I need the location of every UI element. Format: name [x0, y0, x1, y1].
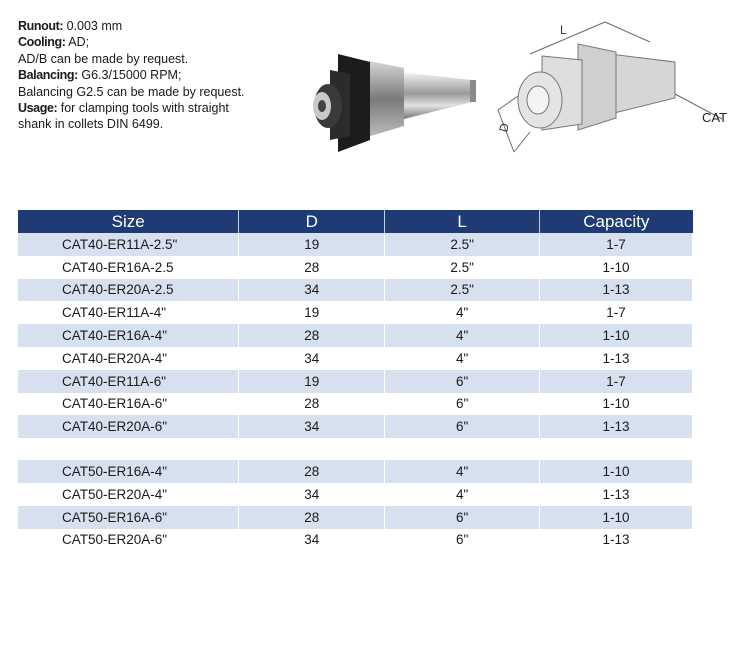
size-cell: CAT40-ER20A-2.5	[18, 279, 239, 302]
l-cell: 2.5"	[385, 279, 540, 302]
spec-line: shank in collets DIN 6499.	[18, 117, 164, 132]
header-l: L	[385, 210, 540, 233]
size-cell: CAT40-ER11A-2.5"	[18, 233, 239, 256]
capacity-cell: 1-7	[540, 301, 693, 324]
tool-holder-drawing	[490, 14, 745, 164]
table-row	[18, 256, 693, 279]
d-cell: 19	[239, 233, 385, 256]
l-cell: 4"	[385, 347, 540, 370]
capacity-cell: 1-13	[540, 529, 693, 552]
table-row	[18, 324, 693, 347]
size-cell: CAT40-ER11A-6"	[18, 370, 239, 393]
table-row	[18, 279, 693, 302]
spec-line: Cooling: AD;	[18, 35, 90, 50]
spec-line: Balancing: G6.3/15000 RPM;	[18, 68, 182, 83]
table-row	[18, 301, 693, 324]
capacity-cell: 1-10	[540, 506, 693, 529]
size-cell: CAT40-ER16A-4"	[18, 324, 239, 347]
spec-line: Usage: for clamping tools with straight	[18, 101, 229, 116]
size-cell: CAT40-ER16A-2.5	[18, 256, 239, 279]
tool-holder-photo	[300, 40, 480, 170]
table-row	[18, 529, 693, 552]
table-row	[18, 347, 693, 370]
spec-line: AD/B can be made by request.	[18, 51, 189, 66]
capacity-cell: 1-10	[540, 393, 693, 416]
size-cell: CAT50-ER16A-6"	[18, 506, 239, 529]
spec-line: Balancing G2.5 can be made by request.	[18, 84, 245, 99]
d-cell: 28	[239, 393, 385, 416]
d-cell: 34	[239, 347, 385, 370]
capacity-cell: 1-13	[540, 415, 693, 438]
spec-table	[18, 210, 693, 551]
d-cell: 34	[239, 415, 385, 438]
d-cell: 28	[239, 506, 385, 529]
l-cell: 2.5"	[385, 256, 540, 279]
table-row	[18, 393, 693, 416]
table-row	[18, 233, 693, 256]
l-cell: 4"	[385, 460, 540, 483]
capacity-cell: 1-7	[540, 233, 693, 256]
capacity-cell: 1-10	[540, 256, 693, 279]
table-row	[18, 370, 693, 393]
capacity-cell: 1-10	[540, 324, 693, 347]
d-cell: 28	[239, 324, 385, 347]
table-header-row	[18, 210, 693, 233]
table-row	[18, 415, 693, 438]
l-cell: 6"	[385, 506, 540, 529]
capacity-cell: 1-10	[540, 460, 693, 483]
size-cell: CAT40-ER11A-4"	[18, 301, 239, 324]
header-d: D	[239, 210, 385, 233]
l-cell: 6"	[385, 393, 540, 416]
l-cell: 6"	[385, 415, 540, 438]
d-cell: 28	[239, 256, 385, 279]
d-cell: 19	[239, 301, 385, 324]
size-cell: CAT50-ER20A-4"	[18, 483, 239, 506]
size-cell: CAT40-ER20A-6"	[18, 415, 239, 438]
capacity-cell: 1-7	[540, 370, 693, 393]
header-capacity: Capacity	[540, 210, 693, 233]
d-cell: 34	[239, 529, 385, 552]
capacity-cell: 1-13	[540, 483, 693, 506]
d-cell: 34	[239, 483, 385, 506]
drawing-label-l: L	[560, 23, 567, 37]
size-cell: CAT40-ER16A-6"	[18, 393, 239, 416]
table-body	[18, 233, 693, 551]
capacity-cell: 1-13	[540, 279, 693, 302]
capacity-cell: 1-13	[540, 347, 693, 370]
l-cell: 4"	[385, 483, 540, 506]
drawing-label-d: D	[496, 121, 512, 134]
d-cell: 28	[239, 460, 385, 483]
d-cell: 34	[239, 279, 385, 302]
spec-line: Runout: 0.003 mm	[18, 19, 123, 33]
header-size: Size	[18, 210, 239, 233]
table-spacer-row	[18, 438, 693, 460]
l-cell: 6"	[385, 370, 540, 393]
size-cell: CAT50-ER16A-4"	[18, 460, 239, 483]
l-cell: 6"	[385, 529, 540, 552]
l-cell: 2.5"	[385, 233, 540, 256]
table-row	[18, 483, 693, 506]
drawing-label-cat: CAT	[702, 110, 728, 125]
table-row	[18, 460, 693, 483]
spec-list	[18, 18, 288, 133]
table-row	[18, 506, 693, 529]
l-cell: 4"	[385, 301, 540, 324]
spacer-cell	[18, 438, 693, 460]
d-cell: 19	[239, 370, 385, 393]
size-cell: CAT40-ER20A-4"	[18, 347, 239, 370]
l-cell: 4"	[385, 324, 540, 347]
size-cell: CAT50-ER20A-6"	[18, 529, 239, 552]
